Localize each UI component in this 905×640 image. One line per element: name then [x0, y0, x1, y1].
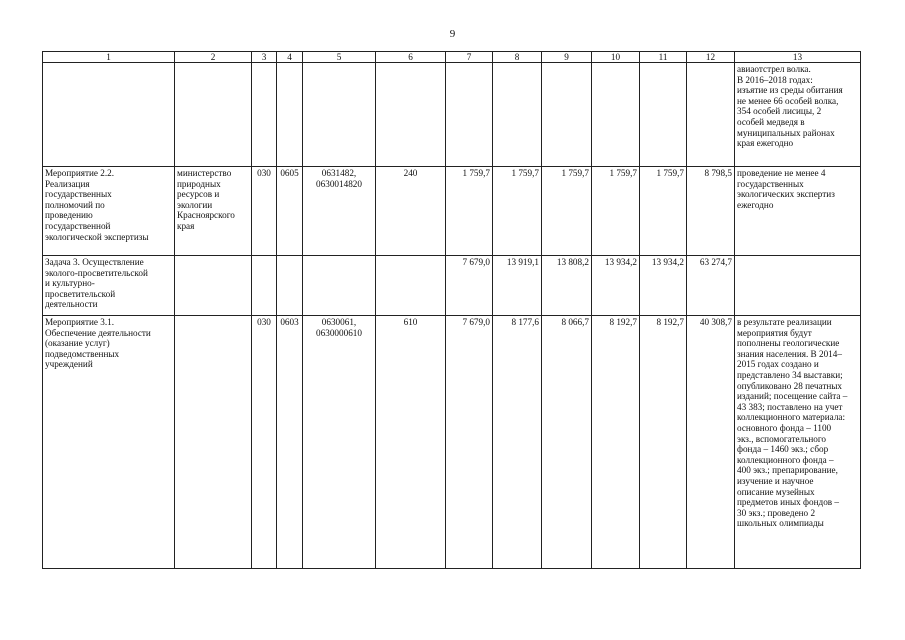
col-header: 1	[43, 52, 175, 63]
executor-cell	[175, 63, 252, 167]
amount-cell: 8 192,7	[640, 316, 687, 569]
amount-cell: 13 808,2	[542, 256, 592, 316]
code-cell	[252, 63, 277, 167]
header-row	[43, 52, 861, 63]
amount-cell	[493, 63, 542, 167]
program-table	[42, 51, 861, 569]
activity-cell	[43, 63, 175, 167]
col-header: 7	[446, 52, 493, 63]
col-header: 6	[376, 52, 446, 63]
amount-cell: 1 759,7	[640, 167, 687, 256]
amount-cell: 1 759,7	[493, 167, 542, 256]
executor-cell	[175, 256, 252, 316]
col-header: 4	[277, 52, 303, 63]
activity-cell: Задача 3. Осуществление эколого-просветительской и культурно- просветительской деятельности	[43, 256, 175, 316]
code-cell: 0631482, 0630014820	[303, 167, 376, 256]
code-cell	[376, 63, 446, 167]
amount-cell: 1 759,7	[542, 167, 592, 256]
col-header: 9	[542, 52, 592, 63]
col-header: 3	[252, 52, 277, 63]
executor-cell: министерство природных ресурсов и экологии Красноярского края	[175, 167, 252, 256]
page-number: 9	[449, 28, 456, 40]
code-cell	[277, 63, 303, 167]
result-cell: авиаотстрел волка. В 2016–2018 годах: изъятие из среды обитания не менее 66 особей волка, 354 особей лисицы, 2 особей медведя в муниципальных районах края ежегодно	[735, 63, 861, 167]
col-header: 5	[303, 52, 376, 63]
result-cell: проведение не менее 4 государственных экологических экспертиз ежегодно	[735, 167, 861, 256]
amount-cell: 8 177,6	[493, 316, 542, 569]
code-cell	[277, 256, 303, 316]
table-row	[43, 316, 861, 569]
amount-cell: 7 679,0	[446, 316, 493, 569]
code-cell: 030	[252, 167, 277, 256]
code-cell: 0630061, 0630000610	[303, 316, 376, 569]
amount-cell: 8 066,7	[542, 316, 592, 569]
code-cell	[252, 256, 277, 316]
result-cell	[735, 256, 861, 316]
activity-cell: Мероприятие 3.1. Обеспечение деятельности (оказание услуг) подведомственных учреждений	[43, 316, 175, 569]
code-cell: 030	[252, 316, 277, 569]
activity-cell: Мероприятие 2.2. Реализация государственных полномочий по проведению государственной экологической экспертизы	[43, 167, 175, 256]
amount-cell	[640, 63, 687, 167]
executor-cell	[175, 316, 252, 569]
table-row	[43, 63, 861, 167]
amount-cell	[446, 63, 493, 167]
col-header: 2	[175, 52, 252, 63]
amount-cell: 8 798,5	[687, 167, 735, 256]
amount-cell: 13 934,2	[640, 256, 687, 316]
amount-cell: 8 192,7	[592, 316, 640, 569]
amount-cell	[542, 63, 592, 167]
col-header: 12	[687, 52, 735, 63]
amount-cell: 13 919,1	[493, 256, 542, 316]
col-header: 11	[640, 52, 687, 63]
code-cell: 0603	[277, 316, 303, 569]
code-cell	[376, 256, 446, 316]
amount-cell: 1 759,7	[592, 167, 640, 256]
table-row	[43, 256, 861, 316]
amount-cell: 40 308,7	[687, 316, 735, 569]
col-header: 13	[735, 52, 861, 63]
amount-cell: 63 274,7	[687, 256, 735, 316]
code-cell	[303, 63, 376, 167]
code-cell: 0605	[277, 167, 303, 256]
amount-cell	[592, 63, 640, 167]
table-row	[43, 167, 861, 256]
code-cell: 240	[376, 167, 446, 256]
amount-cell	[687, 63, 735, 167]
code-cell: 610	[376, 316, 446, 569]
result-cell: в результате реализации мероприятия будут пополнены геологические знания населения. В 2014– 2015 годах создано и представлено 34 выставки; опубликовано 28 печатных изданий; посещение сайта – 43 383; поставлено на учет коллекционного материала: основного фонда – 1100 экз., вспомогательного фонда – 1460 экз.; сбор коллекционного фонда – 400 экз.; препарирование, изучение и научное описание музейных предметов иных фондов – 30 экз.; проведено 2 школьных олимпиады	[735, 316, 861, 569]
amount-cell: 1 759,7	[446, 167, 493, 256]
col-header: 8	[493, 52, 542, 63]
code-cell	[303, 256, 376, 316]
amount-cell: 13 934,2	[592, 256, 640, 316]
col-header: 10	[592, 52, 640, 63]
amount-cell: 7 679,0	[446, 256, 493, 316]
